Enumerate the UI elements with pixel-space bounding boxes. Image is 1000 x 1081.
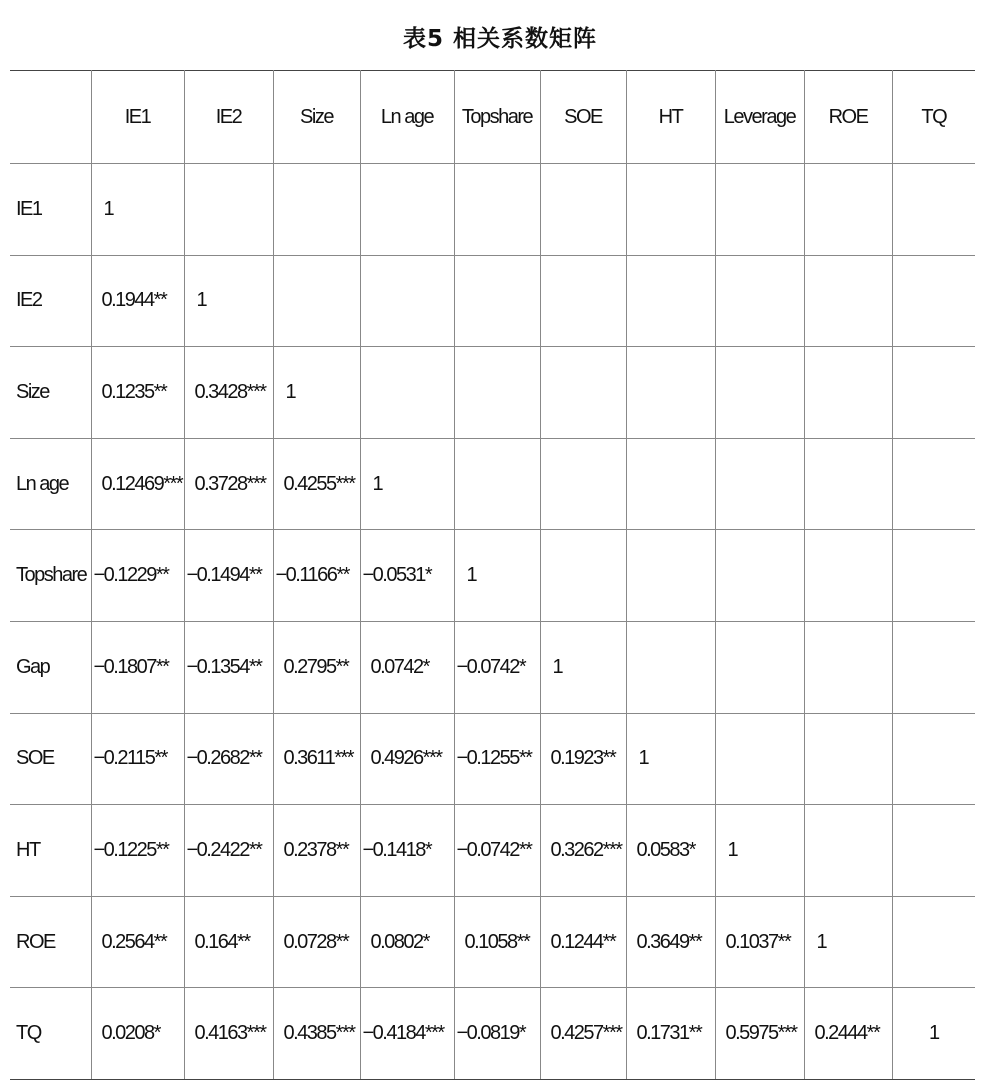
table-cell: 0.4255*** <box>273 438 360 530</box>
table-cell <box>454 347 540 439</box>
row-label: HT <box>10 805 91 897</box>
table-cell: 1 <box>892 988 975 1080</box>
table-cell: −0.1229** <box>91 530 184 622</box>
table-cell: −0.1166** <box>273 530 360 622</box>
table-cell <box>715 438 804 530</box>
table-cell: 0.1235** <box>91 347 184 439</box>
table-cell <box>715 713 804 805</box>
table-cell: 0.2564** <box>91 896 184 988</box>
column-header: Leverage <box>715 71 804 164</box>
table-row <box>10 347 975 439</box>
row-label: ROE <box>10 896 91 988</box>
table-cell <box>360 164 454 256</box>
table-cell: −0.1354** <box>184 621 273 713</box>
column-header: IE1 <box>91 71 184 164</box>
table-cell <box>804 347 892 439</box>
table-cell: −0.2682** <box>184 713 273 805</box>
row-label: Size <box>10 347 91 439</box>
table-cell: 0.4163*** <box>184 988 273 1080</box>
table-cell <box>715 255 804 347</box>
table-cell <box>715 347 804 439</box>
table-cell <box>626 530 715 622</box>
table-cell: 0.0742* <box>360 621 454 713</box>
column-header: Size <box>273 71 360 164</box>
table-cell: 0.5975*** <box>715 988 804 1080</box>
table-cell: −0.0742* <box>454 621 540 713</box>
table-cell: −0.1255** <box>454 713 540 805</box>
table-cell: 1 <box>715 805 804 897</box>
table-cell <box>892 713 975 805</box>
table-cell <box>626 255 715 347</box>
table-cell <box>804 621 892 713</box>
table-cell: 0.1923** <box>540 713 626 805</box>
table-cell <box>892 255 975 347</box>
table-cell <box>892 164 975 256</box>
table-cell: 0.1058** <box>454 896 540 988</box>
column-header: HT <box>626 71 715 164</box>
table-cell <box>626 438 715 530</box>
table-cell <box>360 347 454 439</box>
table-cell: 0.2444** <box>804 988 892 1080</box>
table-cell: −0.0531* <box>360 530 454 622</box>
table-cell: 1 <box>454 530 540 622</box>
table-cell <box>540 530 626 622</box>
table-cell: 0.0802* <box>360 896 454 988</box>
table-cell <box>804 713 892 805</box>
table-cell <box>804 530 892 622</box>
table-cell <box>626 164 715 256</box>
table-cell: −0.2115** <box>91 713 184 805</box>
table-row <box>10 805 975 897</box>
table-cell <box>626 347 715 439</box>
table-cell <box>360 255 454 347</box>
table-cell: −0.4184*** <box>360 988 454 1080</box>
table-cell: 0.0728** <box>273 896 360 988</box>
row-label: IE1 <box>10 164 91 256</box>
column-header: ROE <box>804 71 892 164</box>
header-row <box>10 71 975 164</box>
table-row <box>10 164 975 256</box>
row-label: IE2 <box>10 255 91 347</box>
table-row <box>10 438 975 530</box>
table-cell: 1 <box>626 713 715 805</box>
table-cell: 1 <box>540 621 626 713</box>
table-cell: 1 <box>184 255 273 347</box>
table-cell: 1 <box>273 347 360 439</box>
table-cell: 0.1037** <box>715 896 804 988</box>
table-cell: 0.2795** <box>273 621 360 713</box>
table-cell: 0.164** <box>184 896 273 988</box>
table-cell: −0.2422** <box>184 805 273 897</box>
table-row <box>10 713 975 805</box>
table-cell <box>892 530 975 622</box>
table-cell: 1 <box>804 896 892 988</box>
table-cell <box>273 255 360 347</box>
row-label: Gap <box>10 621 91 713</box>
table-cell <box>273 164 360 256</box>
table-cell: 0.3428*** <box>184 347 273 439</box>
table-row <box>10 896 975 988</box>
row-label: SOE <box>10 713 91 805</box>
table-cell <box>892 438 975 530</box>
table-cell: 0.2378** <box>273 805 360 897</box>
table-cell <box>715 621 804 713</box>
column-header: SOE <box>540 71 626 164</box>
table-cell <box>892 347 975 439</box>
table-cell: 0.4926*** <box>360 713 454 805</box>
table-cell: 0.4257*** <box>540 988 626 1080</box>
table-cell <box>715 164 804 256</box>
column-header: TQ <box>892 71 975 164</box>
table-cell: 0.1244** <box>540 896 626 988</box>
table-cell <box>892 896 975 988</box>
table-cell: 1 <box>360 438 454 530</box>
correlation-matrix-table <box>10 70 975 1080</box>
table-cell <box>454 164 540 256</box>
table-cell <box>804 438 892 530</box>
table-cell: 0.3611*** <box>273 713 360 805</box>
table-cell <box>454 438 540 530</box>
table-row <box>10 530 975 622</box>
table-cell: 0.4385*** <box>273 988 360 1080</box>
table-cell: −0.1494** <box>184 530 273 622</box>
table-title: 表5 相关系数矩阵 <box>402 26 597 52</box>
row-label: Ln age <box>10 438 91 530</box>
table-row <box>10 255 975 347</box>
table-cell <box>540 164 626 256</box>
table-cell <box>892 621 975 713</box>
table-cell: 0.3728*** <box>184 438 273 530</box>
table-cell: 0.0208* <box>91 988 184 1080</box>
table-cell <box>715 530 804 622</box>
table-cell <box>626 621 715 713</box>
corner-cell <box>10 71 91 164</box>
table-cell: −0.1807** <box>91 621 184 713</box>
table-cell <box>540 347 626 439</box>
table-cell: 0.3262*** <box>540 805 626 897</box>
table-cell: 0.1944** <box>91 255 184 347</box>
row-label: Topshare <box>10 530 91 622</box>
table-cell <box>184 164 273 256</box>
table-cell: 0.1731** <box>626 988 715 1080</box>
table-row <box>10 621 975 713</box>
table-cell <box>804 255 892 347</box>
table-cell: −0.0742** <box>454 805 540 897</box>
table-cell <box>892 805 975 897</box>
table-row <box>10 988 975 1080</box>
table-cell <box>804 164 892 256</box>
column-header: IE2 <box>184 71 273 164</box>
table-cell: 1 <box>91 164 184 256</box>
table-cell <box>540 255 626 347</box>
table-cell <box>540 438 626 530</box>
column-header: Topshare <box>454 71 540 164</box>
table-cell <box>454 255 540 347</box>
row-label: TQ <box>10 988 91 1080</box>
table-cell: 0.12469*** <box>91 438 184 530</box>
table-cell: 0.0583* <box>626 805 715 897</box>
table-cell: −0.0819* <box>454 988 540 1080</box>
table-cell: −0.1418* <box>360 805 454 897</box>
table-cell: −0.1225** <box>91 805 184 897</box>
column-header: Ln age <box>360 71 454 164</box>
table-cell <box>804 805 892 897</box>
table-cell: 0.3649** <box>626 896 715 988</box>
